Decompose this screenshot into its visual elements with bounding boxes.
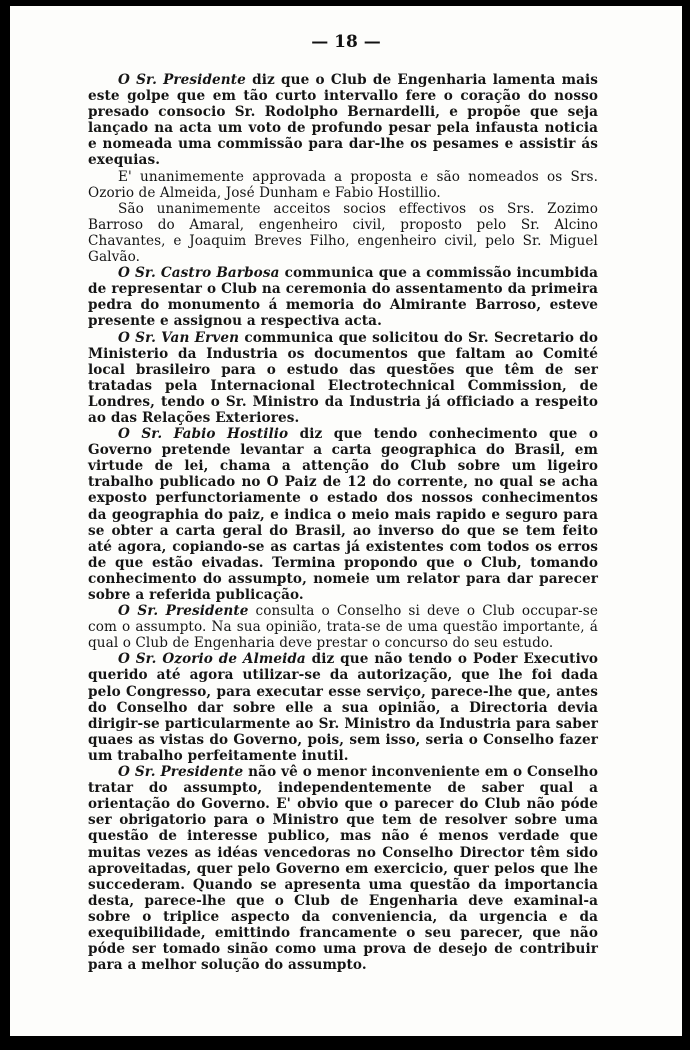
paragraph [88,330,598,427]
paragraph-text: consulta o Conselho si deve o Club occupar-se com o assumpto. Na sua opinião, trata-se de uma questão importante, á qual o Club de Engenharia deve prestar o concurso do seu estudo. [88,603,598,652]
paragraph [88,169,598,201]
paragraph-text: não vê o menor inconveniente em o Conselho tratar do assumpto, independentemente de saber qual a orientação do Governo. E' obvio que o parecer do Club não póde ser obrigatorio para o Ministro que tem de resolver sobre uma questão de interesse publico, mas não é menos verdade que muitas vezes as idéas vencedoras no Conselho Director têm sido aproveitadas, quer pelo Governo em exercicio, quer pelos que lhe succederam. Quando se apresenta uma questão da importancia desta, parece-lhe que o Club de Engenharia deve examinal-a sobre o triplice aspecto da conveniencia, da urgencia e da exequibilidade, emittindo francamente o seu parecer, que não póde ser tomado sinão como uma prova de desejo de contribuir para a melhor solução do assumpto. [88,764,599,974]
paragraph-text: communica que a commissão incumbida de representar o Club na ceremonia do assentamento da primeira pedra do monumento á memoria do Almirante Barroso, esteve presente e assignou a respectiva acta. [88,265,598,330]
paragraph-text: communica que solicitou do Sr. Secretario do Ministerio da Industria os documentos que faltam ao Comité local brasileiro para o estudo das questões que têm de ser tratadas pela Internacional Electrotechnical Commission, de Londres, tendo o Sr. Ministro da Industria já officiado a respeito ao das Relações Exteriores. [88,329,598,426]
paragraph [88,72,598,169]
minutes-text [88,72,598,973]
paragraph-text: diz que o Club de Engenharia lamenta mais este golpe que em tão curto intervallo fere o coração do nosso presado consocio Sr. Rodolpho Bernardelli, e propõe que seja lançado na acta um voto de profundo pesar pela infausta noticia e nomeada uma commissão para dar-lhe os pesames e assistir ás exequias. [88,72,599,169]
speaker-name: O Sr. Ozorio de Almeida [118,651,306,668]
paragraph-text: diz que não tendo o Poder Executivo querido até agora utilizar-se da autorização, que lhe foi dada pelo Congresso, para executar esse serviço, parece-lhe que, antes do Conselho dar sobre elle a sua opinião, a Directoria devia dirigir-se particularmente ao Sr. Ministro da Industria para saber quaes as vistas do Governo, pois, sem isso, seria o Conselho fazer um trabalho perfeitamente inutil. [88,651,598,764]
paragraph [88,265,598,329]
document-page [10,6,682,1036]
paragraph [88,603,598,651]
speaker-name: O Sr. Castro Barbosa [118,265,280,282]
paragraph-text: São unanimemente acceitos socios effectivos os Srs. Zozimo Barroso do Amaral, engenheiro civil, proposto pelo Sr. Alcino Chavantes, e Joaquim Breves Filho, engenheiro civil, pelo Sr. Miguel Galvão. [88,200,598,266]
paragraph-text: diz que tendo conhecimento que o Governo pretende levantar a carta geographica do Brasil, em virtude de lei, chama a attenção do Club sobre um ligeiro trabalho publicado no O Paiz de 12 do corrente, no qual se acha exposto perfunctoriamente o estado dos nossos conhecimentos da geographia do paiz, e indica o meio mais rapido e seguro para se obter a carta geral do Brasil, ao inverso do que se tem feito até agora, copiando-se as cartas já existentes com todos os erros de que estão eivadas. Termina propondo que o Club, tomando conhecimento do assumpto, nomeie um relator para dar parecer sobre a referida publicação. [88,426,598,603]
paragraph [88,426,598,603]
page-number: — 18 — [311,32,381,52]
speaker-name: O Sr. Van Erven [118,329,240,346]
paragraph [88,651,598,764]
paragraph [88,764,598,973]
speaker-name: O Sr. Presidente [118,72,246,88]
speaker-name: O Sr. Presidente [118,603,249,620]
speaker-name: O Sr. Presidente [118,764,244,781]
speaker-name: O Sr. Fabio Hostilio [118,426,289,443]
paragraph-text: E' unanimemente approvada a proposta e são nomeados os Srs. Ozorio de Almeida, José Dunham e Fabio Hostillio. [88,168,598,201]
paragraph [88,201,598,265]
